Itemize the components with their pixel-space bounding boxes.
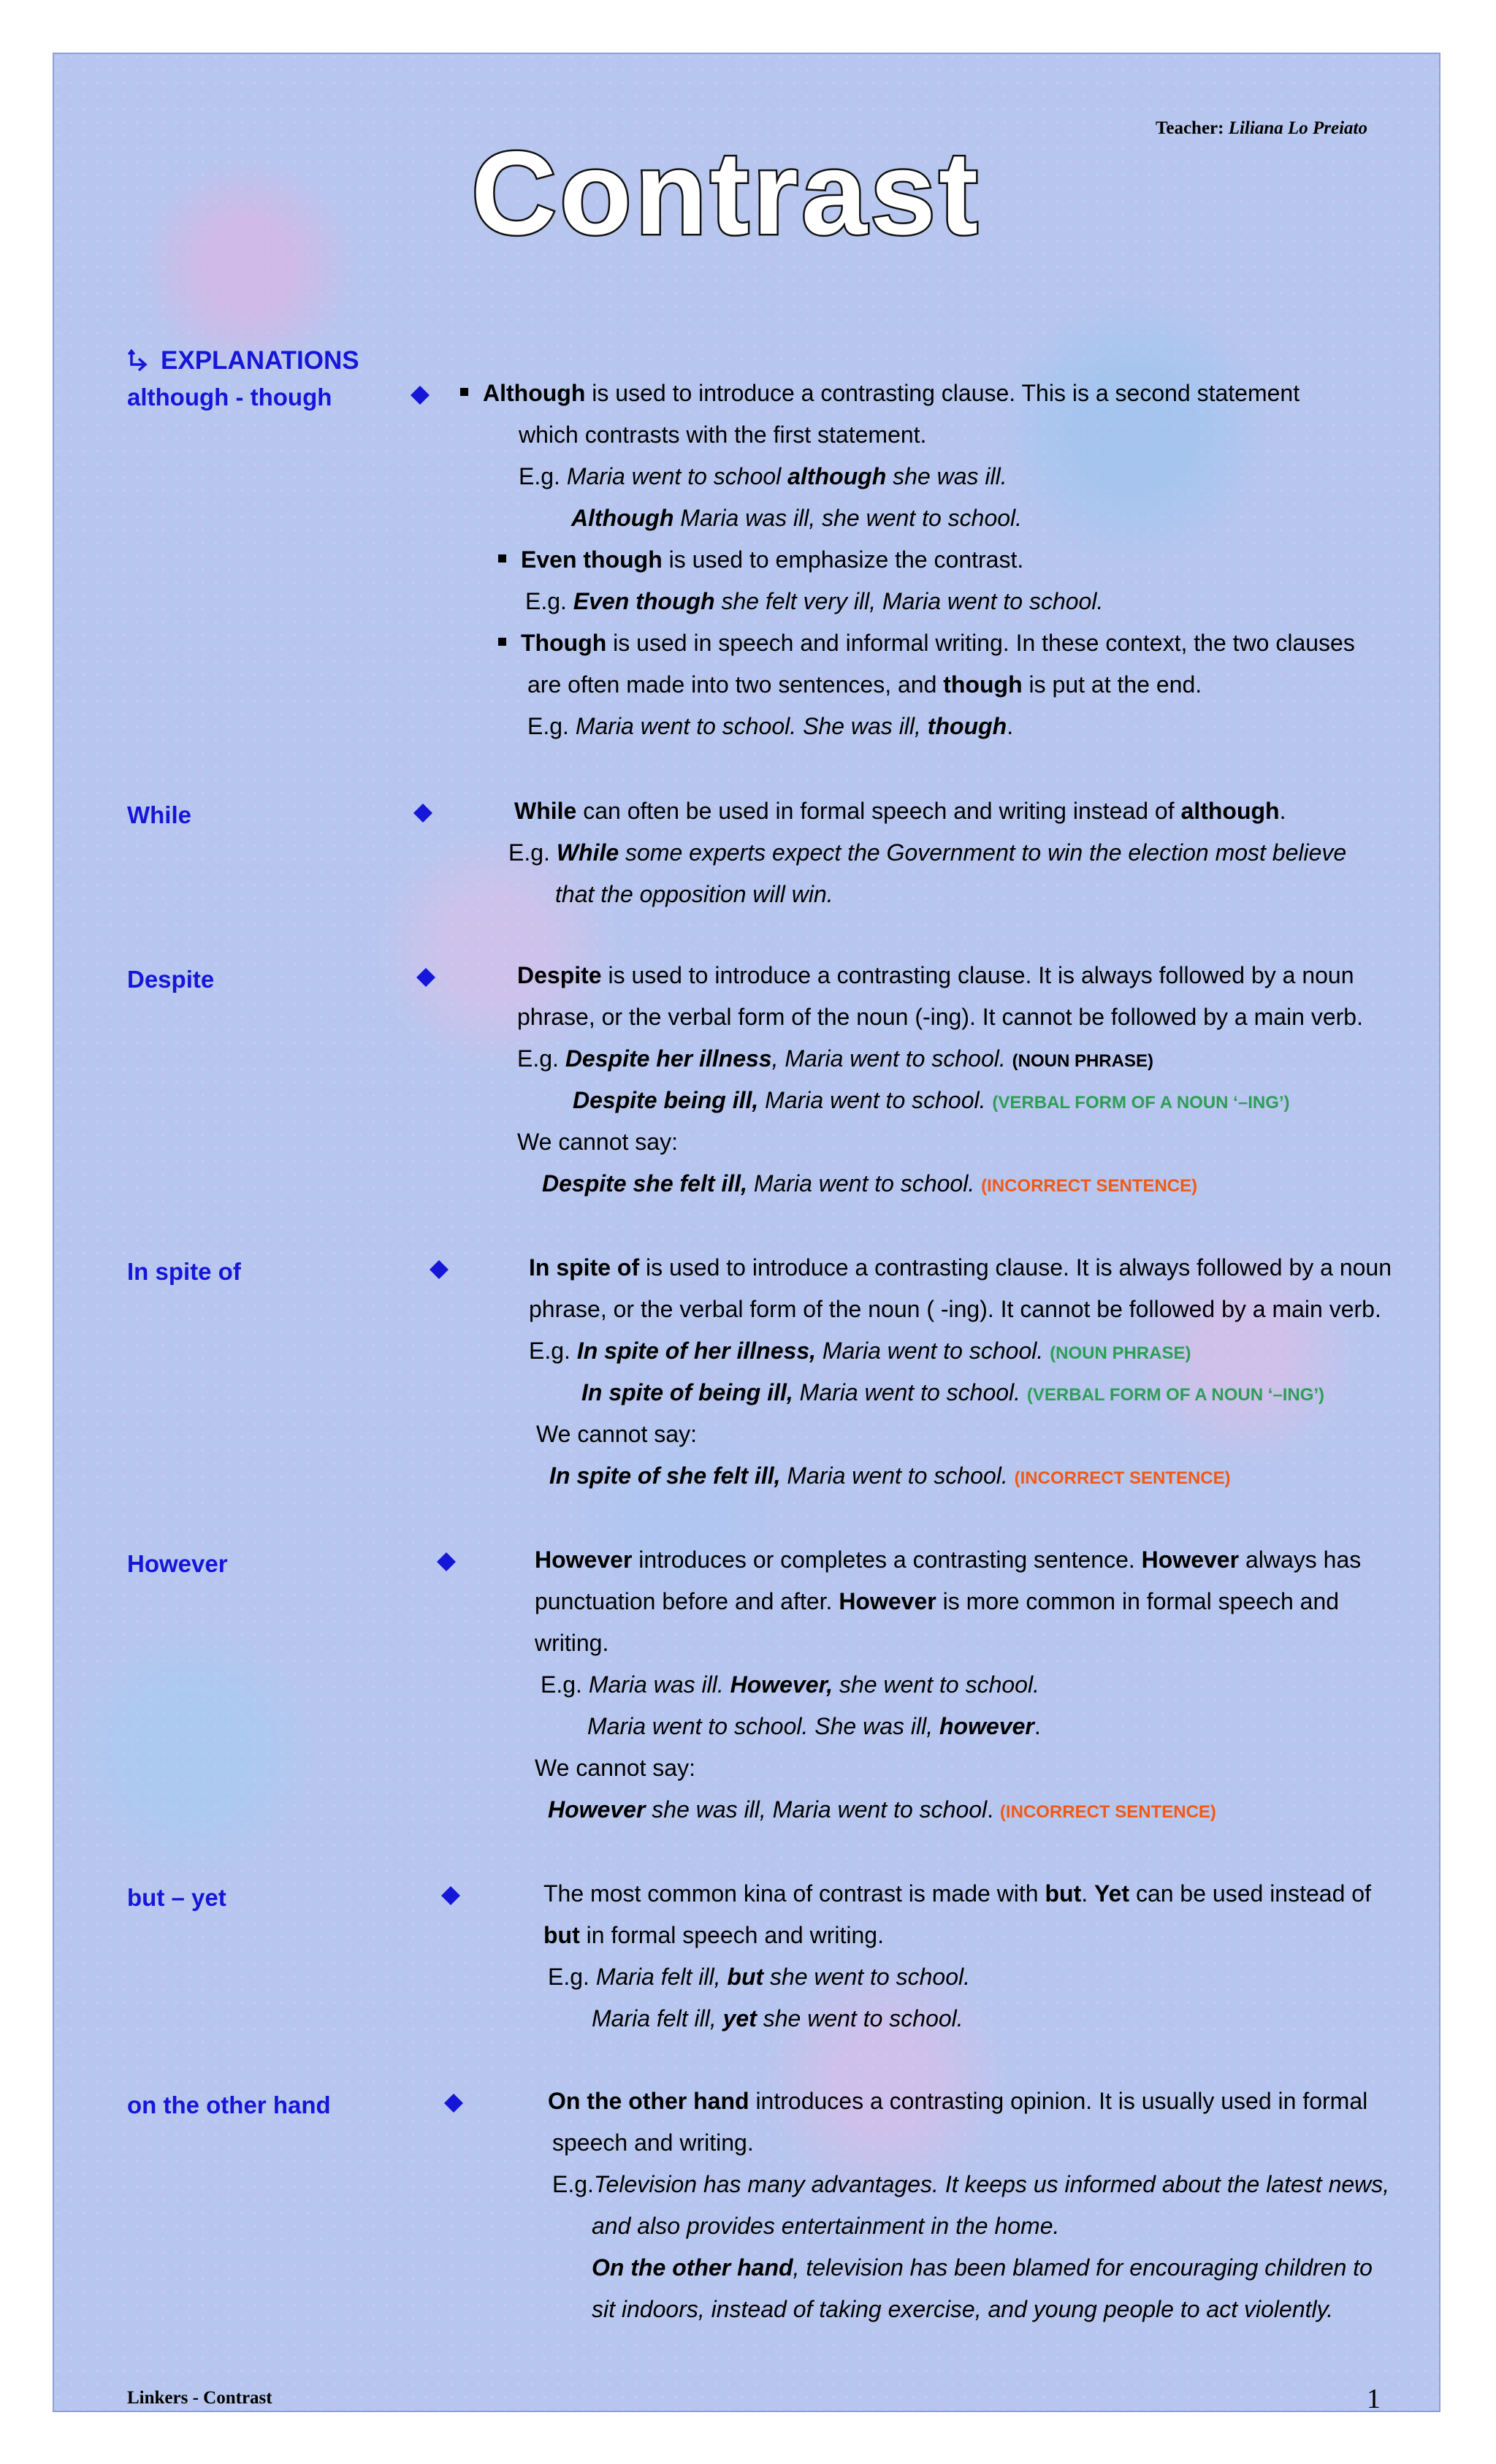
text-run: are often made into two sentences, and: [527, 671, 944, 698]
diamond-icon: [412, 802, 434, 824]
explanation-line: [519, 465, 1007, 488]
page-number: 1: [1367, 2384, 1381, 2412]
text-run: but: [727, 1964, 764, 1990]
text-run: sit indoors, instead of taking exercise, and young people to act violently.: [592, 2296, 1334, 2322]
explanation-line: [592, 2007, 963, 2030]
text-run: however: [939, 1713, 1034, 1739]
text-run: is used to introduce a contrasting clause. It is always followed by a noun: [639, 1254, 1392, 1281]
explanation-line: [541, 1673, 1039, 1696]
text-run: can often be used in formal speech and writing instead of: [576, 798, 1181, 824]
explanation-line: [548, 1798, 1216, 1821]
text-run: .: [1007, 713, 1014, 739]
text-run: .: [1034, 1713, 1041, 1739]
text-run: We cannot say:: [536, 1421, 697, 1447]
text-run: Maria went to school. She was ill,: [575, 713, 928, 739]
grammar-note: (VERBAL FORM OF A NOUN ‘–ING’): [1026, 1385, 1325, 1405]
text-run: Although: [483, 380, 586, 406]
text-run: she was ill, Maria went to school: [645, 1796, 988, 1823]
explanation-line: [552, 2173, 1389, 2196]
diamond-icon: [415, 966, 437, 988]
text-run: In spite of being ill,: [581, 1379, 793, 1405]
text-run: and also provides entertainment in the home.: [592, 2213, 1060, 2239]
text-run: E.g.: [529, 1338, 577, 1364]
term-label: although - though: [127, 384, 332, 411]
explanation-line: [517, 1005, 1363, 1029]
text-run: Maria went to school.: [793, 1379, 1027, 1405]
text-run: , Maria went to school.: [771, 1045, 1012, 1072]
explanation-line: [549, 1464, 1231, 1487]
explanation-line: [527, 673, 1202, 696]
section-heading: [127, 346, 359, 375]
text-run: Maria was ill.: [588, 1671, 730, 1698]
text-run: she was ill.: [886, 463, 1007, 489]
text-run: We cannot say:: [535, 1755, 695, 1781]
explanation-line: [543, 1882, 1371, 1905]
explanation-line: [529, 1339, 1191, 1362]
text-run: is put at the end.: [1022, 671, 1202, 698]
teacher-label: Teacher:: [1155, 118, 1224, 138]
text-run: Maria went to school.: [816, 1338, 1050, 1364]
explanation-line: [555, 882, 833, 906]
explanation-line: [498, 548, 1023, 571]
text-run: .: [987, 1796, 1000, 1823]
text-run: E.g.: [508, 839, 557, 866]
explanation-line: [536, 1422, 697, 1446]
text-run: Despite: [517, 962, 602, 988]
explanation-line: [517, 1130, 678, 1153]
diamond-icon: [440, 1885, 462, 1907]
text-run: Maria went to school.: [780, 1462, 1015, 1489]
explanation-line: [525, 590, 1103, 613]
text-run: .: [1279, 798, 1286, 824]
text-run: While: [556, 839, 619, 866]
text-run: although: [787, 463, 887, 489]
text-run: phrase, or the verbal form of the noun ( -ing). It cannot be followed by a main verb.: [529, 1296, 1381, 1322]
text-run: but: [1045, 1880, 1082, 1907]
text-run: E.g.: [527, 713, 576, 739]
text-run: although: [1180, 798, 1280, 824]
text-run: that the opposition will win.: [555, 881, 833, 907]
explanation-line: [592, 2256, 1373, 2279]
term-label: but – yet: [127, 1884, 226, 1911]
explanation-line: [548, 2089, 1367, 2113]
text-run: E.g.: [541, 1671, 589, 1698]
incorrect-note: (INCORRECT SENTENCE): [981, 1176, 1198, 1196]
explanation-line: [514, 799, 1286, 823]
explanation-line: [508, 841, 1346, 864]
text-run: In spite of her illness,: [576, 1338, 816, 1364]
text-run: yet: [722, 2005, 757, 2032]
explanation-line: [529, 1256, 1392, 1279]
text-run: Maria felt ill,: [592, 2005, 723, 2032]
explanation-line: [548, 1965, 970, 1988]
term-label: While: [127, 801, 191, 828]
text-run: can be used instead of: [1129, 1880, 1371, 1907]
text-run: On the other hand: [548, 2088, 749, 2114]
text-run: E.g.: [548, 1964, 596, 1990]
text-run: speech and writing.: [552, 2129, 754, 2156]
explanation-line: [529, 1297, 1381, 1321]
text-run: However,: [730, 1671, 833, 1698]
text-run: While: [514, 798, 577, 824]
text-run: Despite her illness: [565, 1045, 772, 1072]
explanation-line: [517, 1047, 1153, 1070]
text-run: she went to school.: [833, 1671, 1039, 1698]
text-run: she went to school.: [756, 2005, 963, 2032]
text-run: Maria went to school. She was ill,: [587, 1713, 939, 1739]
explanation-line: [592, 2214, 1059, 2238]
text-run: is used to introduce a contrasting clause. It is always followed by a noun: [601, 962, 1354, 988]
text-run: Maria felt ill,: [595, 1964, 728, 1990]
explanation-line: [581, 1381, 1324, 1404]
text-run: In spite of she felt ill,: [549, 1462, 781, 1489]
explanation-line: [587, 1714, 1041, 1738]
grammar-note: (NOUN PHRASE): [1050, 1343, 1191, 1363]
explanation-line: [543, 1923, 884, 1947]
text-run: However: [839, 1588, 936, 1614]
text-run: The most common kina of contrast is made with: [543, 1880, 1045, 1907]
text-run: introduces a contrasting opinion. It is usually used in formal: [749, 2088, 1368, 2114]
text-run: Even though: [521, 546, 663, 573]
text-run: However: [535, 1546, 633, 1573]
section-heading-label: EXPLANATIONS: [161, 346, 359, 375]
square-icon: [498, 554, 506, 562]
text-run: Yet: [1094, 1880, 1130, 1907]
text-run: Maria went to school.: [758, 1087, 993, 1113]
text-run: E.g.: [552, 2171, 594, 2197]
text-run: Although: [571, 505, 674, 531]
page-title: Contrast: [470, 127, 982, 259]
term-label: Despite: [127, 966, 215, 993]
arrow-icon: [127, 348, 149, 373]
incorrect-note: (INCORRECT SENTENCE): [999, 1802, 1216, 1822]
teacher-name: Liliana Lo Preiato: [1228, 118, 1367, 138]
explanation-line: [535, 1756, 695, 1780]
footer-label: Linkers - Contrast: [127, 2388, 272, 2408]
explanation-line: [527, 714, 1013, 738]
square-icon: [460, 388, 468, 396]
term-label: In spite of: [127, 1258, 241, 1285]
text-run: punctuation before and after.: [535, 1588, 839, 1614]
explanation-line: [592, 2297, 1333, 2321]
explanation-line: [535, 1590, 1339, 1613]
square-icon: [498, 638, 506, 646]
text-run: Maria was ill, she went to school.: [673, 505, 1023, 531]
term-label: on the other hand: [127, 2091, 331, 2118]
text-run: On the other hand: [592, 2254, 793, 2281]
text-run: E.g.: [525, 588, 573, 614]
explanation-line: [552, 2131, 754, 2154]
text-run: some experts expect the Government to win the election most believe: [619, 839, 1347, 866]
text-run: which contrasts with the first statement.: [519, 422, 927, 448]
explanation-line: [517, 964, 1354, 987]
text-run: introduces or completes a contrasting sentence.: [632, 1546, 1142, 1573]
diamond-icon: [435, 1551, 457, 1573]
text-run: but: [543, 1922, 580, 1948]
text-run: is used to emphasize the contrast.: [662, 546, 1024, 573]
text-run: .: [1081, 1880, 1095, 1907]
text-run: Maria went to school.: [747, 1170, 982, 1197]
text-run: Despite being ill,: [573, 1087, 759, 1113]
explanation-line: [573, 1088, 1290, 1112]
explanation-line: [519, 423, 926, 446]
text-run: Despite she felt ill,: [542, 1170, 747, 1197]
text-run: Maria went to school: [566, 463, 788, 489]
text-run: is used in speech and informal writing. In these context, the two clauses: [606, 630, 1355, 656]
text-run: though: [927, 713, 1007, 739]
text-run: in formal speech and writing.: [579, 1922, 884, 1948]
text-run: In spite of: [529, 1254, 640, 1281]
incorrect-note: (INCORRECT SENTENCE): [1014, 1468, 1231, 1488]
explanation-line: [542, 1172, 1197, 1195]
text-run: is more common in formal speech and: [936, 1588, 1340, 1614]
explanation-line: [460, 381, 1300, 405]
text-run: she went to school.: [763, 1964, 970, 1990]
diamond-icon: [428, 1259, 450, 1281]
explanation-line: [498, 631, 1355, 655]
text-run: E.g.: [519, 463, 567, 489]
explanation-line: [571, 506, 1022, 530]
text-run: she felt very ill, Maria went to school.: [714, 588, 1104, 614]
explanation-line: [535, 1631, 608, 1655]
text-run: Though: [521, 630, 607, 656]
grammar-note: (NOUN PHRASE): [1012, 1051, 1153, 1071]
text-run: , television has been blamed for encouraging children to: [793, 2254, 1373, 2281]
text-run: writing.: [535, 1630, 609, 1656]
text-run: Even though: [573, 588, 715, 614]
grammar-note: (VERBAL FORM OF A NOUN ‘–ING’): [992, 1093, 1290, 1113]
text-run: However: [1141, 1546, 1240, 1573]
teacher-credit: [1156, 118, 1367, 139]
text-run: We cannot say:: [517, 1129, 678, 1155]
worksheet-page: [53, 53, 1440, 2412]
text-run: always has: [1239, 1546, 1362, 1573]
text-run: though: [943, 671, 1023, 698]
text-run: phrase, or the verbal form of the noun (-ing). It cannot be followed by a main verb.: [517, 1004, 1363, 1030]
text-run: Television has many advantages. It keeps us informed about the latest news,: [593, 2171, 1390, 2197]
text-run: is used to introduce a contrasting clause. This is a second statement: [585, 380, 1300, 406]
text-run: However: [548, 1796, 646, 1823]
term-label: However: [127, 1550, 228, 1577]
diamond-icon: [409, 384, 431, 406]
text-run: E.g.: [517, 1045, 565, 1072]
diamond-icon: [443, 2092, 465, 2114]
explanation-line: [535, 1548, 1361, 1571]
